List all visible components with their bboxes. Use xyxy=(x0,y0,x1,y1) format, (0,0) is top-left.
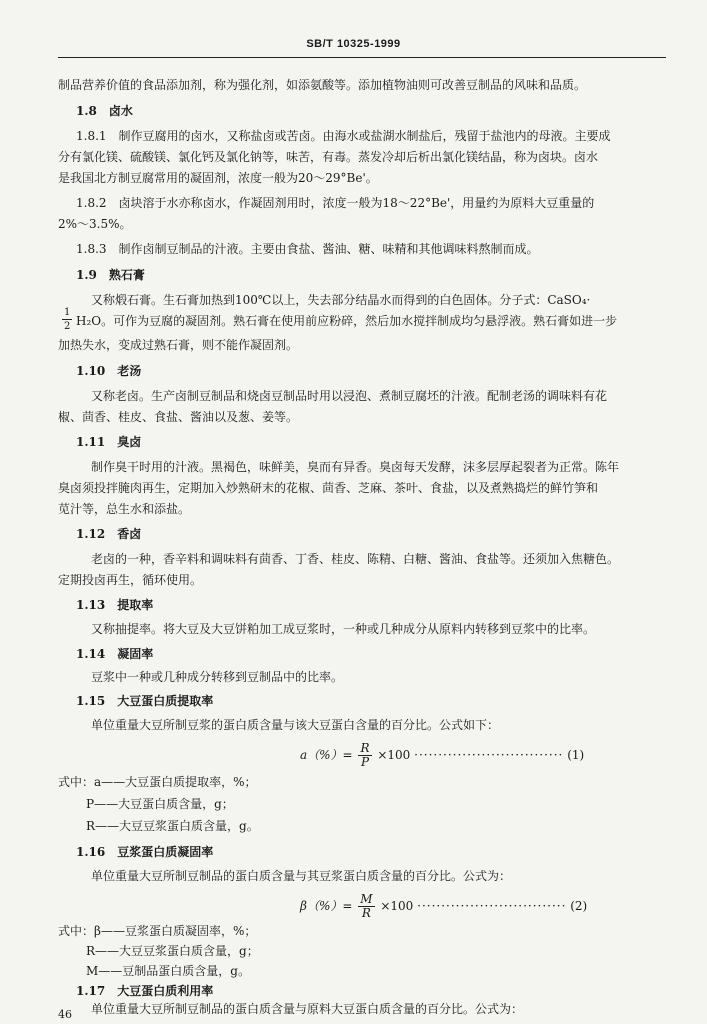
section-heading: 1.15 大豆蛋白质提取率 xyxy=(76,694,214,708)
leader-dots: ······························· xyxy=(417,899,567,913)
text-line: 1.8.1 制作豆腐用的卤水，又称盐卤或苦卤。由海水或盐湖水制盐后，残留于盐池内的母液。主要成 xyxy=(76,129,611,143)
text-line: 椒、茴香、桂皮、食盐、酱油以及葱、姜等。 xyxy=(58,410,299,424)
text-line: 单位重量大豆所制豆制品的蛋白质含量与其豆浆蛋白质含量的百分比。公式为： xyxy=(91,869,512,883)
section-heading: 1.10 老汤 xyxy=(76,364,142,378)
text-line: 老卤的一种，香辛料和调味料有茴香、丁香、桂皮、陈精、白糖、酱油、食盐等。还须加入焦糖色。 xyxy=(91,552,620,566)
text-line: 苋汁等，总生水和添盐。 xyxy=(58,502,191,516)
text-line: 单位重量大豆所制豆制品的蛋白质含量与原料大豆蛋白质含量的百分比。公式为： xyxy=(91,1002,524,1016)
formula-number: (1) xyxy=(567,748,585,762)
text-line: 式中：a——大豆蛋白质提取率，%； xyxy=(58,775,257,789)
text-line: 式中：β——豆浆蛋白质凝固率，%； xyxy=(58,924,257,938)
formula-number: (2) xyxy=(570,899,588,913)
fraction-denominator: R xyxy=(361,906,371,920)
text-line: 臭卤须投拌腌肉再生，定期加入炒熟研末的花椒、茴香、芝麻、茶叶、食盐，以及煮熟捣烂的鲜竹笋和 xyxy=(58,481,599,495)
text-line: 是我国北方制豆腐常用的凝固剂，浓度一般为20～29°Be'。 xyxy=(58,171,378,185)
text-line: 制作臭干时用的汁液。黑褐色，味鲜美，臭而有异香。臭卤每天发酵，沫多层厚起裂者为正常。陈年 xyxy=(91,460,620,474)
text-line: 又称煅石膏。生石膏加热到100℃以上，失去部分结晶水而得到的白色固体。分子式：CaSO₄· xyxy=(91,293,591,307)
section-heading: 1.8 卤水 xyxy=(76,104,133,118)
text-line: 单位重量大豆所制豆浆的蛋白质含量与该大豆蛋白含量的百分比。公式如下： xyxy=(91,718,500,732)
text-line: 豆浆中一种或几种成分转移到豆制品中的比率。 xyxy=(91,670,344,684)
section-heading: 1.11 臭卤 xyxy=(76,435,142,449)
text-line: 分有氯化镁、硫酸镁、氯化钙及氯化钠等，味苦，有毒。蒸发冷却后析出氯化镁结晶，称为卤块。卤水 xyxy=(58,150,599,164)
formula-rhs: ×100 xyxy=(380,899,414,913)
formula-lhs: β（%）= xyxy=(300,899,353,913)
text-line: 加热失水，变成过熟石膏，则不能作凝固剂。 xyxy=(58,338,299,352)
fraction-half xyxy=(62,306,72,333)
text-line: 2%～3.5%。 xyxy=(58,217,132,231)
standard-header: SB/T 10325-1999 xyxy=(306,38,401,50)
fraction-numerator: 1 xyxy=(64,307,71,318)
text-line: 制品营养价值的食品添加剂，称为强化剂，如添氨酸等。添加植物油则可改善豆制品的风味和品质。 xyxy=(58,78,587,92)
text-line: R——大豆豆浆蛋白质含量，g。 xyxy=(86,819,259,833)
text-line: 又称老卤。生产卤制豆制品和烧卤豆制品时用以浸泡、煮制豆腐坯的汁液。配制老汤的调味料有花 xyxy=(91,389,608,403)
text-line: H₂O。可作为豆腐的凝固剂。熟石膏在使用前应粉碎，然后加水搅拌制成均匀悬浮液。熟石膏如进一步 xyxy=(76,314,618,328)
text-line: P——大豆蛋白质含量，g； xyxy=(86,797,234,811)
fraction-denominator: P xyxy=(360,755,370,769)
formula-2 xyxy=(300,893,587,920)
leader-dots: ······························· xyxy=(414,748,564,762)
section-heading: 1.13 提取率 xyxy=(76,598,154,612)
header-rule xyxy=(58,57,666,58)
formula-fraction xyxy=(358,742,371,769)
text-line: 定期投卤再生，循环使用。 xyxy=(58,573,203,587)
page-number: 46 xyxy=(58,1008,72,1021)
formula-fraction xyxy=(358,893,374,920)
fraction-numerator: M xyxy=(360,892,373,906)
text-line: M——豆制品蛋白质含量，g。 xyxy=(86,964,250,978)
text-line: R——大豆豆浆蛋白质含量，g； xyxy=(86,944,259,958)
fraction-denominator: 2 xyxy=(64,321,71,332)
section-heading: 1.16 豆浆蛋白质凝固率 xyxy=(76,845,214,859)
formula-1 xyxy=(300,742,584,769)
text-line: 1.8.2 卤块溶于水亦称卤水，作凝固剂用时，浓度一般为18～22°Be'，用量约为原料大豆重量的 xyxy=(76,196,595,210)
text-line: 又称抽提率。将大豆及大豆饼粕加工成豆浆时，一种或几种成分从原料内转移到豆浆中的比率。 xyxy=(91,622,596,636)
formula-rhs: ×100 xyxy=(377,748,411,762)
section-heading: 1.12 香卤 xyxy=(76,527,142,541)
fraction-numerator: R xyxy=(360,741,370,755)
section-heading: 1.14 凝固率 xyxy=(76,647,154,661)
formula-lhs: a（%）= xyxy=(300,748,353,762)
section-heading: 1.9 熟石膏 xyxy=(76,268,145,282)
text-line: 1.8.3 制作卤制豆制品的汁液。主要由食盐、酱油、糖、味精和其他调味料熬制而成。 xyxy=(76,242,539,256)
section-heading: 1.17 大豆蛋白质利用率 xyxy=(76,984,214,998)
